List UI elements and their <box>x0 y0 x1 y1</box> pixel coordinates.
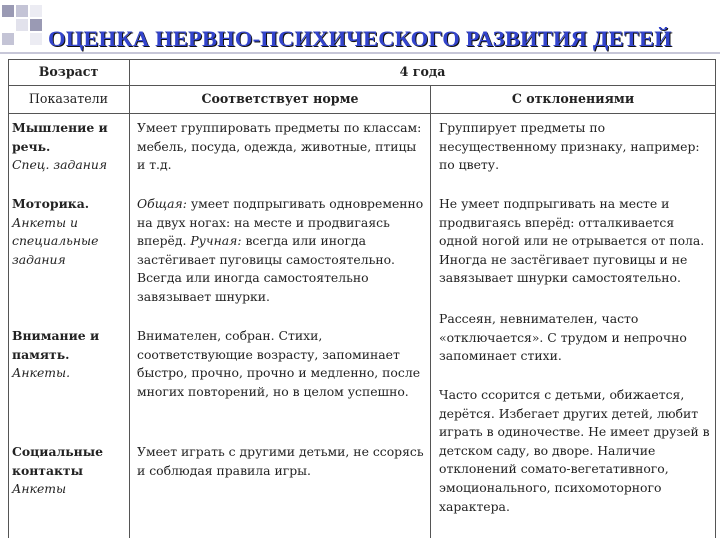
assessment-table <box>8 59 716 538</box>
row-4-indicator-line-2: контакты <box>12 462 84 478</box>
row-4-deviation: Часто ссорится с детьми, обижается, дерётся. Избегает других детей, любит играть в одиночестве. Не имеет друзей в детском саду, во дворе. Наличие отклонений сомато-вегетативного, эмоционального, психомоторного характера. <box>439 387 710 514</box>
table-border-right <box>715 59 716 538</box>
row-2-method-line-2: специальные <box>12 233 99 249</box>
page-title: ОЦЕНКА НЕРВНО-ПСИХИЧЕСКОГО РАЗВИТИЯ ДЕТЕЙ <box>48 26 672 51</box>
table-border-subheader <box>8 113 716 114</box>
table-border-header <box>8 85 716 86</box>
row-2-deviation: Не умеет подпрыгивать на месте и продвигаясь вперёд: отталкивается одной ногой или не отрывается от пола. Иногда не застёгивает пуговицы и не завязывает шнурки самостоятельно. <box>439 196 705 286</box>
row-2-norm <box>137 195 427 307</box>
row-3-norm: Внимателен, собран. Стихи, соответствующие возрасту, запоминает быстро, прочно, прочно и медленно, после многих повторений, но в целом успешно. <box>137 328 421 399</box>
row-4-indicator-line-1: Социальные <box>12 444 104 459</box>
row-1-indicator <box>12 119 127 175</box>
row-2-indicator <box>12 195 127 269</box>
header-deviation-label: С отклонениями <box>511 91 635 106</box>
row-4-method: Анкеты <box>12 481 67 497</box>
row-2-indicator-line-1: Моторика. <box>12 196 90 211</box>
row-1-deviation: Группирует предметы по несущественному признаку, например: по цвету. <box>439 120 700 173</box>
row-1-indicator-line-1: Мышление и <box>12 120 108 135</box>
row-2-norm-manual-text: всегда или иногда застёгивает пуговицы самостоятельно. Всегда или иногда самостоятельно завязывает шнурки. <box>137 233 395 304</box>
row-2-method-line-1: Анкеты и <box>12 214 79 230</box>
row-4-norm: Умеет играть с другими детьми, не ссорясь и соблюдая правила игры. <box>137 444 424 478</box>
header-norm-label: Соответствует норме <box>201 91 359 106</box>
header-age-label: Возраст <box>38 64 99 79</box>
row-3-method: Анкеты. <box>12 365 71 381</box>
row-2-norm-general-label: Общая: <box>137 196 187 211</box>
row-2-norm-general-text: умеет подпрыгивать одновременно на двух ногах: на месте и продвигаясь вперёд. <box>137 196 424 249</box>
row-3-indicator <box>12 327 127 383</box>
row-3-deviation: Рассеян, невнимателен, часто «отключается». С трудом и непрочно запоминает стихи. <box>439 311 687 364</box>
row-1-method: Спец. задания <box>12 157 108 173</box>
row-2-method-line-3: задания <box>12 251 66 267</box>
row-3-indicator-line-1: Внимание и <box>12 328 100 343</box>
table-border-top <box>8 59 716 60</box>
table-column-divider-1 <box>129 59 130 538</box>
header-age-value: 4 года <box>399 64 446 79</box>
row-4-indicator <box>12 443 127 499</box>
table-border-left <box>8 59 9 538</box>
row-1-norm: Умеет группировать предметы по классам: мебель, посуда, одежда, животные, птицы и т.д. <box>137 120 422 173</box>
row-3-indicator-line-2: память. <box>12 346 70 362</box>
row-1-indicator-line-2: речь. <box>12 138 51 154</box>
title-divider <box>0 52 720 54</box>
header-indicators-label: Показатели <box>28 91 109 106</box>
table-column-divider-2 <box>430 85 431 538</box>
row-2-norm-manual-label: Ручная: <box>190 233 242 249</box>
